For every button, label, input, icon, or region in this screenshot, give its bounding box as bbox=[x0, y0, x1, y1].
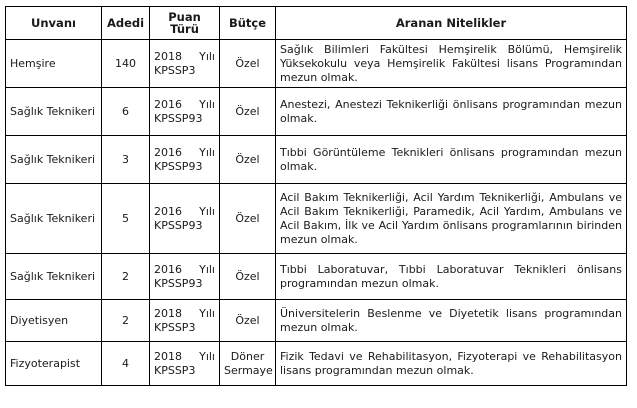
cell-puan-turu bbox=[150, 254, 220, 300]
table-row bbox=[6, 184, 627, 254]
cell-puan-turu bbox=[150, 136, 220, 184]
table-row bbox=[6, 300, 627, 342]
cell-unvani: Sağlık Teknikeri bbox=[6, 184, 102, 254]
cell-puan-turu bbox=[150, 342, 220, 386]
header-puan-turu-line2: Türü bbox=[170, 22, 199, 36]
cell-puan-year: 2018 Yılı bbox=[154, 49, 215, 63]
cell-adedi: 5 bbox=[102, 184, 150, 254]
cell-puan-year: 2016 Yılı bbox=[154, 97, 215, 111]
staff-requirements-table-wrapper bbox=[5, 6, 627, 386]
cell-puan-type: KPSSP3 bbox=[154, 63, 196, 77]
cell-unvani: Sağlık Teknikeri bbox=[6, 88, 102, 136]
header-butce: Bütçe bbox=[220, 7, 276, 40]
cell-puan-year: 2016 Yılı bbox=[154, 204, 215, 218]
table-row bbox=[6, 254, 627, 300]
cell-puan-type: KPSSP93 bbox=[154, 218, 203, 232]
cell-aranan-nitelikler: Anestezi, Anestezi Teknikerliği önlisans programından mezun olmak. bbox=[276, 88, 627, 136]
header-aranan-nitelikler: Aranan Nitelikler bbox=[276, 7, 627, 40]
header-puan-turu bbox=[150, 7, 220, 40]
cell-adedi: 2 bbox=[102, 254, 150, 300]
cell-puan-type: KPSSP93 bbox=[154, 276, 203, 290]
cell-aranan-nitelikler: Sağlık Bilimleri Fakültesi Hemşirelik Bölümü, Hemşirelik Yüksekokulu veya Hemşirelik Fakültesi lisans Programından mezun olmak. bbox=[276, 40, 627, 88]
cell-puan-year: 2016 Yılı bbox=[154, 262, 215, 276]
cell-butce: Özel bbox=[220, 136, 276, 184]
cell-puan-year: 2016 Yılı bbox=[154, 145, 215, 159]
cell-puan-type: KPSSP3 bbox=[154, 320, 196, 334]
cell-unvani: Sağlık Teknikeri bbox=[6, 254, 102, 300]
cell-unvani: Fizyoterapist bbox=[6, 342, 102, 386]
cell-adedi: 4 bbox=[102, 342, 150, 386]
cell-adedi: 2 bbox=[102, 300, 150, 342]
cell-puan-type: KPSSP3 bbox=[154, 363, 196, 377]
cell-puan-turu bbox=[150, 300, 220, 342]
table-row bbox=[6, 40, 627, 88]
cell-aranan-nitelikler: Tıbbi Görüntüleme Teknikleri önlisans programından mezun olmak. bbox=[276, 136, 627, 184]
table-row bbox=[6, 136, 627, 184]
cell-butce: Özel bbox=[220, 40, 276, 88]
cell-puan-turu bbox=[150, 184, 220, 254]
cell-puan-type: KPSSP93 bbox=[154, 159, 203, 173]
cell-butce: Özel bbox=[220, 300, 276, 342]
table-row bbox=[6, 88, 627, 136]
cell-adedi: 140 bbox=[102, 40, 150, 88]
table-row bbox=[6, 342, 627, 386]
cell-puan-turu bbox=[150, 40, 220, 88]
cell-adedi: 6 bbox=[102, 88, 150, 136]
cell-puan-turu bbox=[150, 88, 220, 136]
cell-unvani: Hemşire bbox=[6, 40, 102, 88]
header-adedi: Adedi bbox=[102, 7, 150, 40]
cell-butce: Özel bbox=[220, 88, 276, 136]
cell-puan-year: 2018 Yılı bbox=[154, 349, 215, 363]
staff-requirements-table bbox=[5, 6, 627, 386]
cell-aranan-nitelikler: Tıbbi Laboratuvar, Tıbbi Laboratuvar Teknikleri önlisans programından mezun olmak. bbox=[276, 254, 627, 300]
cell-aranan-nitelikler: Fizik Tedavi ve Rehabilitasyon, Fizyoterapi ve Rehabilitasyon lisans programından mezun olmak. bbox=[276, 342, 627, 386]
header-puan-turu-line1: Puan bbox=[168, 10, 201, 24]
cell-puan-year: 2018 Yılı bbox=[154, 306, 215, 320]
cell-aranan-nitelikler: Üniversitelerin Beslenme ve Diyetetik lisans programından mezun olmak. bbox=[276, 300, 627, 342]
cell-puan-type: KPSSP93 bbox=[154, 111, 203, 125]
cell-unvani: Sağlık Teknikeri bbox=[6, 136, 102, 184]
cell-butce: Özel bbox=[220, 254, 276, 300]
cell-butce: Döner Sermaye bbox=[220, 342, 276, 386]
cell-adedi: 3 bbox=[102, 136, 150, 184]
cell-aranan-nitelikler: Acil Bakım Teknikerliği, Acil Yardım Teknikerliği, Ambulans ve Acil Bakım Teknikerliği, Paramedik, Acil Yardım, Ambulans ve Acil Bakım, İlk ve Acil Yardım önlisans programlarının birinden mezun olmak. bbox=[276, 184, 627, 254]
table-header-row bbox=[6, 7, 627, 40]
cell-unvani: Diyetisyen bbox=[6, 300, 102, 342]
header-unvani: Unvanı bbox=[6, 7, 102, 40]
cell-butce: Özel bbox=[220, 184, 276, 254]
